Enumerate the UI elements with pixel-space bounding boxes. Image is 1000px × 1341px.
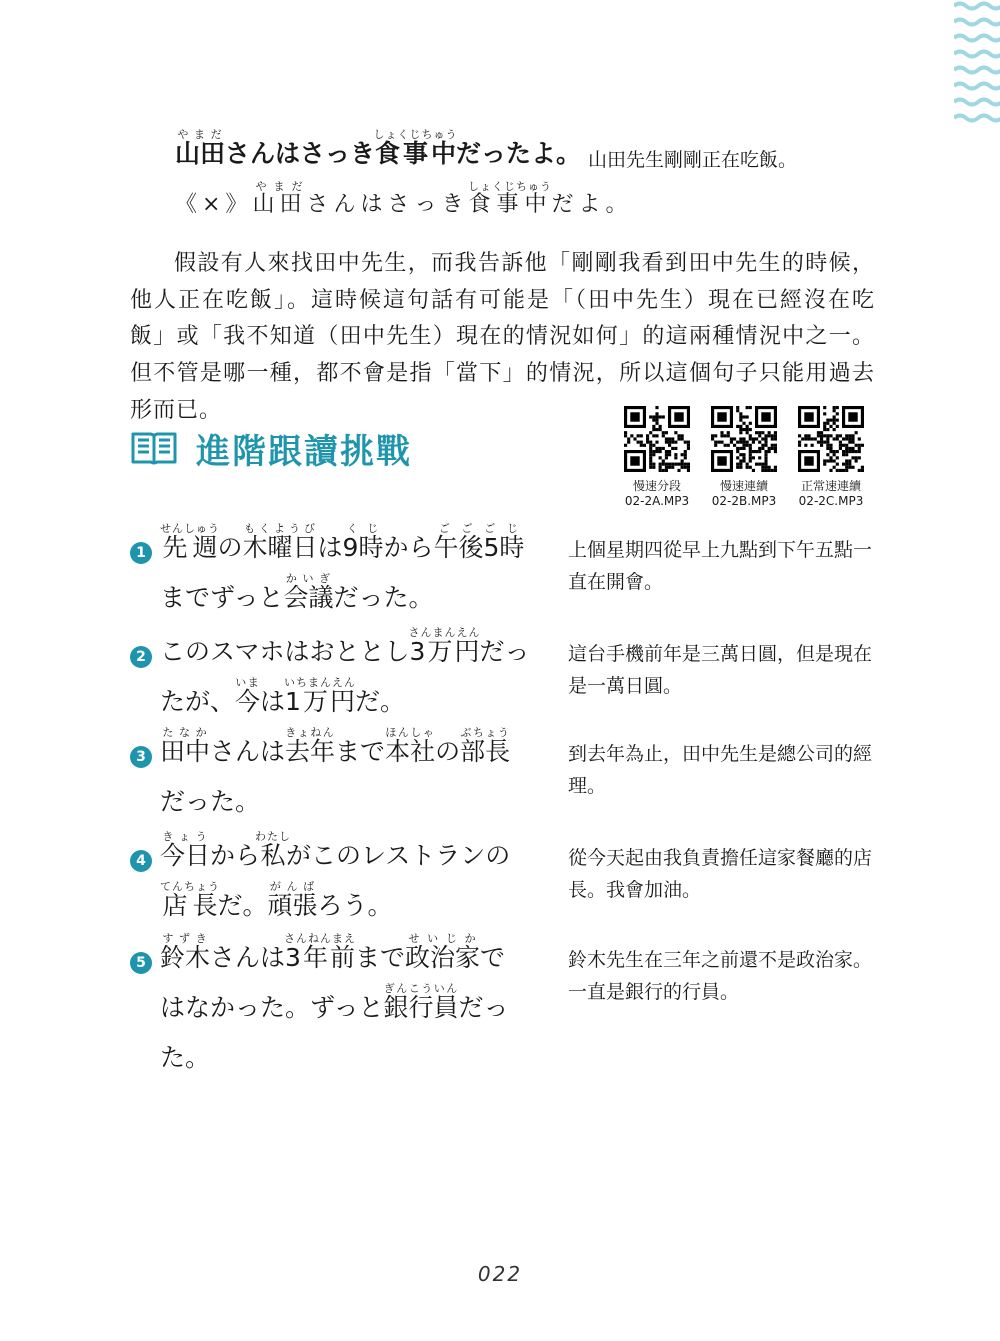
ruby-word: 3年前さんねんまえ <box>284 932 357 972</box>
text-segment: の <box>435 737 461 766</box>
example-translation: 山田先生剛剛正在吃飯。 <box>588 149 798 171</box>
text-segment: だった。 <box>160 787 261 816</box>
text-segment: から <box>383 533 434 562</box>
example-sentence-correct <box>175 128 581 170</box>
item-translation: 上個星期四從早上九點到下午五點一直在開會。 <box>568 539 873 593</box>
qr-audio-3[interactable] <box>786 406 876 508</box>
furigana: しょくじちゅう <box>373 128 458 141</box>
explanation-paragraph: 假設有人來找田中先生，而我告訴他「剛剛我看到田中先生的時候，他人正在吃飯」。這時候這句話有可能是「（田中先生）現在已經沒在吃飯」或「我不知道（田中先生）現在的情況如何」的這兩種情況中之一。但不管是哪一種，都不會是指「當下」的情況，所以這個句子只能用過去形而已。 <box>130 251 875 423</box>
furigana: きょう <box>160 830 210 843</box>
example-sentence-wrong <box>175 180 633 218</box>
item-japanese <box>160 522 530 623</box>
ruby-word: 9時くじ <box>342 522 384 562</box>
ruby-word: 山田やまだ <box>252 180 307 217</box>
furigana: くじ <box>342 522 384 535</box>
ruby-word: 今日きょう <box>160 830 211 870</box>
ruby-word: 山田やまだ <box>175 128 226 168</box>
ruby-word: 店長てんちょう <box>160 880 220 920</box>
qr-audio-2[interactable] <box>699 406 789 508</box>
furigana: やまだ <box>175 128 225 141</box>
ruby-word: 田中たなか <box>160 726 211 766</box>
text-segment: だよ。 <box>551 192 633 217</box>
furigana: すずき <box>160 932 211 945</box>
ruby-word: 1万円いちまんえん <box>284 676 357 716</box>
ruby-word: 銀行員ぎんこういん <box>383 982 459 1022</box>
furigana: たなか <box>160 726 210 739</box>
text-segment: さんは <box>210 737 286 766</box>
text-segment: だったが、 <box>160 637 530 716</box>
item-translation: 從今天起由我負責擔任這家餐廳的店長。我會加油。 <box>568 847 873 901</box>
ruby-word: 午後5時ごごごじ <box>433 522 525 562</box>
item-number-badge: 2 <box>130 646 152 668</box>
page-number: 022 <box>477 1262 523 1286</box>
item-japanese <box>160 726 530 827</box>
qr-label: 正常速連續 <box>800 479 861 493</box>
item-number-badge: 1 <box>130 542 152 564</box>
qr-label: 慢速連續 <box>719 479 768 493</box>
qr-audio-1[interactable] <box>612 406 702 508</box>
text-segment: までずっと <box>160 583 284 612</box>
furigana: せいじか <box>405 932 481 945</box>
text-segment: の <box>217 533 243 562</box>
wrong-mark: 《×》 <box>175 192 253 217</box>
qr-file: 02-2A.MP3 <box>624 494 690 508</box>
item-number-badge: 3 <box>130 746 152 768</box>
item-japanese <box>160 626 530 727</box>
text-segment: だった。 <box>333 583 434 612</box>
text-segment: ろう。 <box>317 891 393 920</box>
qr-file: 02-2B.MP3 <box>711 494 777 508</box>
open-book-icon <box>130 428 178 468</box>
ruby-word: 先週せんしゅう <box>160 522 220 562</box>
text-segment: このスマホはおととし <box>160 637 410 666</box>
item-japanese <box>160 932 530 1083</box>
text-segment: さんはさっき <box>306 192 469 217</box>
furigana: ぎんこういん <box>383 982 459 995</box>
item-translation: 到去年為止，田中先生是總公司的經理。 <box>568 743 873 797</box>
ruby-word: 会議かいぎ <box>283 572 334 612</box>
text-segment: だ。 <box>355 687 406 716</box>
furigana: ほんしゃ <box>385 726 436 739</box>
furigana: かいぎ <box>283 572 334 585</box>
furigana: さんねんまえ <box>284 932 357 945</box>
qr-code-icon <box>624 406 690 472</box>
text-segment: だ。 <box>217 891 268 920</box>
item-translation: 鈴木先生在三年之前還不是政治家。一直是銀行的行員。 <box>568 949 873 1003</box>
ruby-word: 去年きょねん <box>285 726 336 766</box>
furigana: がんば <box>267 880 318 893</box>
ruby-word: 部長ぶちょう <box>460 726 511 766</box>
qr-code-icon <box>798 406 864 472</box>
furigana: いま <box>235 676 261 689</box>
furigana: さんまんえん <box>408 626 481 639</box>
text-segment: がこのレストランの <box>286 841 511 870</box>
ruby-word: 木曜日もくようび <box>242 522 318 562</box>
text-segment: だったよ。 <box>456 139 582 168</box>
decorative-waves <box>954 0 1000 132</box>
furigana: しょくじちゅう <box>467 180 552 193</box>
text-segment: まで <box>335 737 386 766</box>
section-title: 進階跟讀挑戰 <box>196 432 412 472</box>
item-number-badge: 4 <box>130 850 152 872</box>
text-segment: ではなかった。ずっと <box>160 943 506 1022</box>
furigana: せんしゅう <box>160 522 220 535</box>
item-japanese <box>160 830 530 931</box>
furigana: いちまんえん <box>284 676 357 689</box>
text-segment: まで <box>355 943 406 972</box>
qr-code-icon <box>711 406 777 472</box>
furigana: やまだ <box>252 180 307 193</box>
text-segment: は <box>317 533 343 562</box>
qr-file: 02-2C.MP3 <box>798 494 864 508</box>
furigana: ぶちょう <box>460 726 511 739</box>
ruby-word: 鈴木すずき <box>160 932 211 972</box>
item-translation: 這台手機前年是三萬日圓，但是現在是一萬日圓。 <box>568 643 873 697</box>
ruby-word: 食事中しょくじちゅう <box>467 180 552 217</box>
text-segment: から <box>210 841 261 870</box>
ruby-word: 今いま <box>235 676 261 716</box>
item-number-badge: 5 <box>130 952 152 974</box>
text-segment: さんはさっき <box>225 139 376 168</box>
furigana: きょねん <box>285 726 336 739</box>
text-segment: さんは <box>210 943 286 972</box>
example-sentence-wrong-body <box>252 180 633 217</box>
furigana: ごごごじ <box>433 522 525 535</box>
ruby-word: 本社ほんしゃ <box>385 726 436 766</box>
furigana: もくようび <box>242 522 318 535</box>
ruby-word: 政治家せいじか <box>405 932 481 972</box>
ruby-word: 食事中しょくじちゅう <box>373 128 458 168</box>
furigana: てんちょう <box>160 880 220 893</box>
text-segment: は <box>260 687 286 716</box>
text-segment: だった。 <box>160 993 509 1072</box>
ruby-word: 頑張がんば <box>267 880 318 920</box>
qr-label: 慢速分段 <box>632 479 681 493</box>
ruby-word: 私わたし <box>255 830 292 870</box>
ruby-word: 3万円さんまんえん <box>408 626 481 666</box>
furigana: わたし <box>255 830 292 843</box>
